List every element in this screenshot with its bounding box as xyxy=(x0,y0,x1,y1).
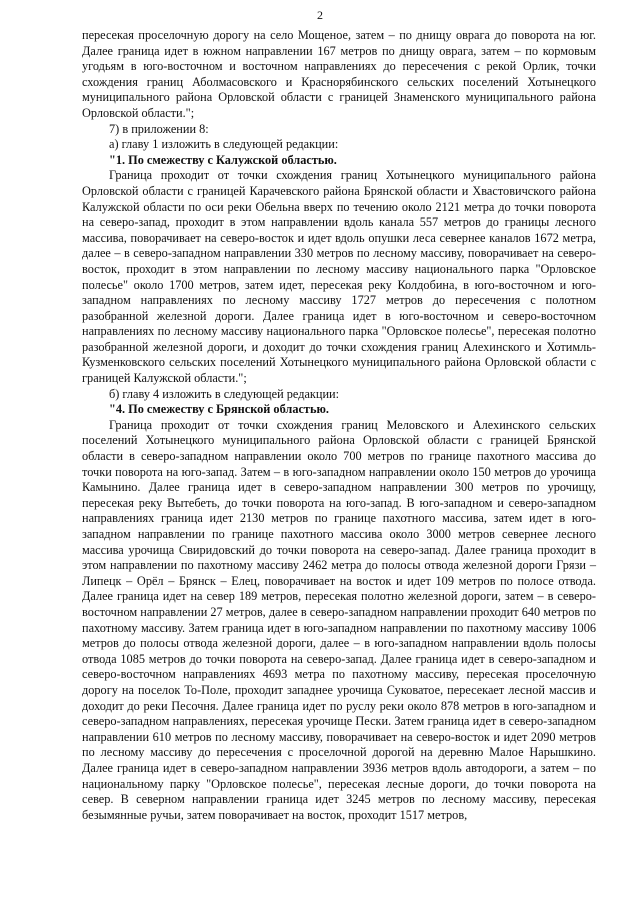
paragraph-continuation: пересекая проселочную дорогу на село Мощеное, затем – по днищу оврага до поворота на юг. Далее граница идет в южном направлении 167 метров по днищу оврага, затем – по кормовым угодьям в юго-восточном и восточном направлениях до пересечения с рекой Орлик, точки схождения границ Аболмасовского и Краснорябинского сельских поселений Хотынецкого муниципального района Орловской области с границей Знаменского муниципального района Орловской области."; xyxy=(82,28,596,120)
paragraph-item-b: б) главу 4 изложить в следующей редакции: xyxy=(109,386,340,401)
document-body xyxy=(82,28,596,823)
section-heading-kaluga: "1. По смежеству с Калужской областью. xyxy=(109,152,337,167)
paragraph-bryansk-border: Граница проходит от точки схождения границ Меловского и Алехинского сельских поселений Хотынецкого муниципального района Орловской области с границей Брянской области в северо-западном направлении около 700 метров по границе пахотного массива до точки поворота на юго-запад. Затем – в юго-западном направлении около 150 метров до урочища Камынино. Далее граница идет в северо-западном направлении 300 метров по урочищу, пересекая реку Вытебеть, до точки поворота на юго-запад. В юго-западном и северо-западном направлениях граница идет 2130 метров по границе пахотного массива, затем идет в юго-западном направлении по границе пахотного массива около 3000 метров севернее лесного массива урочища Свиридовский до точки поворота на северо-запад. Далее граница проходит в этом направлении по пахотному массиву 2462 метра до полосы отвода железной дороги Грязи – Липецк – Орёл – Брянск – Елец, поворачивает на восток и идет 109 метров по полосе отвода. Далее граница идет на север 189 метров, пересекая полотно железной дороги, затем – в северо-восточном направлении 27 метров, далее в северо-западном направлении проходит 640 метров по пахотному массиву. Затем граница идет в юго-западном направлении по пахотному массиву 1006 метров до полосы отвода железной дороги, далее – в юго-западном направлении вдоль полосы отвода 1085 метров до точки поворота на северо-запад. Далее граница идет в северо-западном и северо-восточном направлениях 4693 метра по пахотному массиву, пересекая проселочную дорогу на поселок То-Поле, проходит западнее урочища Суковатое, пересекает лесной массив и доходит до реки Песочня. Далее граница идет по руслу реки около 878 метров в юго-западном и северо-западном направлениях, пересекая урочище Пески. Затем граница идет в северо-западном направлении 610 метров по лесному массиву, поворачивает на северо-восток и идет 2090 метров по лесному массиву до пересечения с проселочной дорогой на деревню Малое Нарышкино. Далее граница идет в северо-западном направлении 3936 метров вдоль автодороги, а затем – по национальному парку "Орловское полесье", пересекая лесные дороги, до точки поворота на север. В северном направлении граница идет 3245 метров по лесному массиву, пересекая безымянные ручьи, затем поворачивает на восток, проходит 1517 метров, xyxy=(82,417,596,822)
paragraph-item-7: 7) в приложении 8: xyxy=(109,121,209,136)
paragraph-kaluga-border: Граница проходит от точки схождения границ Хотынецкого муниципального района Орловской области с границей Карачевского района Брянской области и Хвастовичского района Калужской области по оси реки Обельна вверх по течению около 2121 метра до точки поворота на северо-запад, проходит в этом направлении вдоль канала 557 метров до границы лесного массива, поворачивает на северо-восток и идет вдоль опушки леса севернее каналов 1672 метра, далее – в северо-западном направлении 330 метров по лесному массиву, поворачивает на северо-восток, проходит в этом направлении по лесному массиву национального парка "Орловское полесье" около 1700 метров, затем идет, пересекая реку Колдобина, в юго-восточном и юго-западном направлениях по лесному массиву 1727 метров до пересечения с полотном разобранной железной дороги. Далее граница идет в юго-восточном и северо-восточном направлениях по лесному массиву национального парка "Орловское полесье", пересекая полотно разобранной железной дороги, и доходит до точки схождения границ Алехинского и Хотимль-Кузменковского сельских поселений Хотынецкого муниципального района Орловской области с границей Калужской области."; xyxy=(82,168,596,386)
paragraph-item-a: а) главу 1 изложить в следующей редакции: xyxy=(109,137,339,152)
page-number: 2 xyxy=(317,8,323,22)
section-heading-bryansk: "4. По смежеству с Брянской областью. xyxy=(109,402,329,417)
